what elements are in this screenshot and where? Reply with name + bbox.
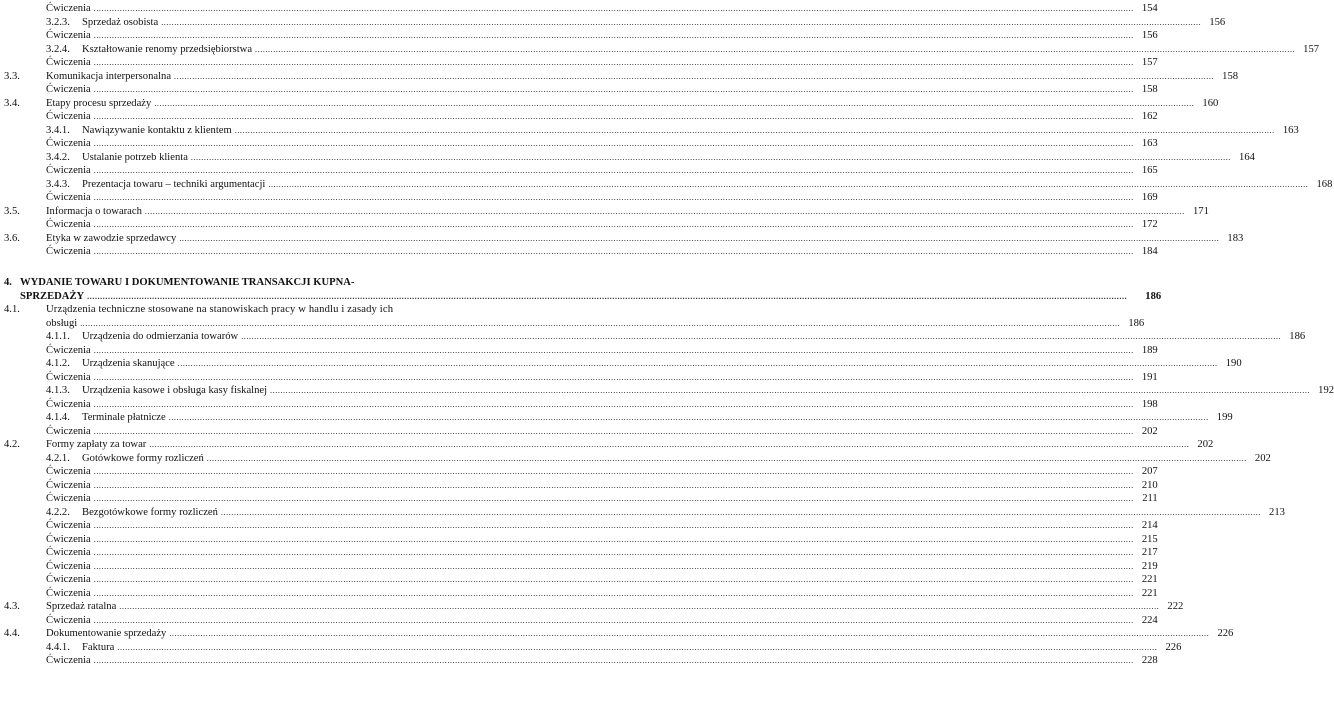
entry-number: 4.2. [4,439,20,451]
leader-dots: ................................................................................................................................................................................................................................................................................................................................................................................................................ [93,426,1134,436]
toc-entry-subsection[interactable] [0,328,1306,343]
leader-dots: ................................................................................................................................................................................................................................................................................................................................................................................................................ [234,125,1275,135]
page-number: 157 [1303,43,1320,55]
entry-title: Ćwiczenia [46,560,91,572]
page-number: 215 [1141,533,1158,545]
entry-number: 4.2.2. [46,506,70,518]
page-number: 156 [1141,30,1158,41]
entry-number: 4.1. [4,304,20,316]
leader-dots: ................................................................................................................................................................................................................................................................................................................................................................................................................ [190,152,1231,162]
leader-dots: ................................................................................................................................................................................................................................................................................................................................................................................................................ [179,233,1220,243]
toc-entry-section[interactable] [0,436,1214,451]
toc-entry-exercises[interactable] [0,54,1158,68]
leader-dots: ................................................................................................................................................................................................................................................................................................................................................................................................................ [93,521,1134,531]
page-number: 158 [1222,70,1239,82]
leader-dots: ................................................................................................................................................................................................................................................................................................................................................................................................................ [93,656,1134,666]
leader-dots: ................................................................................................................................................................................................................................................................................................................................................................................................................ [93,58,1134,67]
entry-number: 4.3. [4,601,20,613]
leader-dots: ................................................................................................................................................................................................................................................................................................................................................................................................................ [270,386,1311,396]
entry-number: 3.3. [4,70,20,82]
page-number: 156 [1209,16,1226,28]
page-number: 186 [1128,317,1145,329]
entry-title: Ćwiczenia [46,533,91,545]
entry-number: 4.4. [4,628,20,640]
toc-entry-section[interactable] [0,598,1184,613]
toc-entry-exercises[interactable] [0,243,1158,257]
toc-entry-exercises[interactable] [0,571,1158,586]
entry-title: Ćwiczenia [46,574,91,586]
chapter-title-line2: SPRZEDAŻY [20,290,85,302]
page-number: 217 [1141,547,1158,559]
entry-title: Ćwiczenia [46,547,91,559]
page-number: 211 [1142,493,1158,505]
page-number: 226 [1217,628,1234,640]
toc-entry-exercises[interactable] [0,517,1158,532]
entry-title: Gotówkowe formy rozliczeń [82,452,204,464]
entry-title: Sprzedaż osobista [82,16,159,28]
leader-dots: ................................................................................................................................................................................................................................................................................................................................................................................................................ [168,413,1209,423]
toc-entry-exercises[interactable] [0,585,1158,599]
leader-dots: ................................................................................................................................................................................................................................................................................................................................................................................................................ [93,480,1134,490]
leader-dots: ................................................................................................................................................................................................................................................................................................................................................................................................................ [169,629,1210,639]
leader-dots: ................................................................................................................................................................................................................................................................................................................................................................................................................ [220,507,1261,517]
entry-title-line2: obsługi [46,317,78,329]
toc-chapter-heading[interactable] [0,274,468,288]
entry-title: Bezgotówkowe formy rozliczeń [82,506,218,518]
entry-title: Ćwiczenia [46,165,91,176]
entry-title: Ćwiczenia [46,655,91,667]
entry-number: 3.2.3. [46,16,70,28]
entry-title: Ćwiczenia [46,246,91,257]
leader-dots: ................................................................................................................................................................................................................................................................................................................................................................................................................ [93,247,1134,256]
entry-title: Nawiązywanie kontaktu z klientem [82,124,232,136]
toc-entry-exercises[interactable] [0,544,1158,559]
leader-dots: ................................................................................................................................................................................................................................................................................................................................................................................................................ [255,44,1296,54]
toc-entry-subsection[interactable] [0,504,1285,518]
page-number: 189 [1141,344,1158,356]
leader-dots: ................................................................................................................................................................................................................................................................................................................................................................................................................ [154,98,1195,108]
leader-dots: ................................................................................................................................................................................................................................................................................................................................................................................................................ [161,17,1202,27]
page-number: 207 [1141,466,1158,478]
toc-entry-subsection[interactable] [0,409,1233,424]
toc-entry-section[interactable] [0,301,468,315]
leader-dots: ................................................................................................................................................................................................................................................................................................................................................................................................................ [268,179,1309,189]
toc-entry-exercises[interactable] [0,189,1158,203]
leader-dots: ................................................................................................................................................................................................................................................................................................................................................................................................................ [93,399,1134,409]
leader-dots: ................................................................................................................................................................................................................................................................................................................................................................................................................ [93,85,1134,94]
page-number: 157 [1141,57,1158,68]
entry-number: 4.2.1. [46,452,70,464]
toc-entry-exercises[interactable] [0,342,1158,356]
leader-dots: ................................................................................................................................................................................................................................................................................................................................................................................................................ [93,31,1134,40]
entry-title: Ćwiczenia [46,425,91,437]
leader-dots: ................................................................................................................................................................................................................................................................................................................................................................................................................ [93,548,1134,558]
entry-title: Ćwiczenia [46,192,91,203]
page-number: 163 [1141,138,1158,149]
page-number: 158 [1141,84,1158,95]
entry-title: Prezentacja towaru – techniki argumentacji [82,178,266,190]
page-number: 192 [1318,385,1334,397]
leader-dots: ................................................................................................................................................................................................................................................................................................................................................................................................................ [93,193,1134,202]
entry-number: 3.4.1. [46,124,70,136]
toc-entry-exercises[interactable] [0,0,1158,14]
toc-entry-exercises[interactable] [0,162,1158,176]
page-number: 168 [1316,178,1333,190]
toc-entry-subsection[interactable] [0,355,1242,370]
entry-title: Terminale płatnicze [82,412,166,424]
leader-dots: ................................................................................................................................................................................................................................................................................................................................................................................................................ [93,112,1134,121]
page-number: 190 [1225,358,1242,370]
entry-title: Ćwiczenia [46,219,91,230]
entry-number: 4.1.3. [46,385,70,397]
chapter-title-line1: WYDANIE TOWARU I DOKUMENTOWANIE TRANSAKCJI KUPNA- [20,277,355,289]
page-number: 219 [1141,560,1158,572]
leader-dots: ................................................................................................................................................................................................................................................................................................................................................................................................................ [119,602,1160,612]
toc-entry-exercises[interactable] [0,369,1158,383]
leader-dots: ................................................................................................................................................................................................................................................................................................................................................................................................................ [93,4,1134,13]
entry-number: 3.4. [4,97,20,109]
entry-title: Ćwiczenia [46,520,91,532]
entry-title-line1: Urządzenia techniczne stosowane na stanowiskach pracy w handlu i zasady ich [46,304,394,316]
entry-number: 3.5. [4,205,20,217]
page-number: 202 [1197,439,1214,451]
entry-title: Ćwiczenia [46,398,91,410]
page-number: 198 [1141,398,1158,410]
page-number: 183 [1227,232,1244,244]
page-number: 163 [1282,124,1299,136]
entry-title: Urządzenia kasowe i obsługa kasy fiskalnej [82,385,268,397]
leader-dots: ................................................................................................................................................................................................................................................................................................................................................................................................................ [93,372,1134,382]
page-number: 199 [1216,412,1233,424]
toc-chapter-heading-cont[interactable] [0,288,1162,302]
leader-dots: ................................................................................................................................................................................................................................................................................................................................................................................................................ [93,220,1134,229]
leader-dots: ................................................................................................................................................................................................................................................................................................................................................................................................................ [93,588,1134,598]
page-number: 172 [1141,219,1158,230]
leader-dots: ................................................................................................................................................................................................................................................................................................................................................................................................................ [149,440,1190,450]
entry-title: Sprzedaż ratalna [46,601,117,613]
toc-entry-exercises[interactable] [0,490,1158,505]
page-number: 186 [1289,331,1306,343]
leader-dots: ................................................................................................................................................................................................................................................................................................................................................................................................................ [206,453,1247,463]
page-number: 160 [1202,97,1219,109]
page-number: 214 [1141,520,1158,532]
toc-entry-subsection[interactable] [0,149,1255,163]
page-number: 154 [1141,3,1158,14]
entry-title: Ćwiczenia [46,57,91,68]
page-number: 222 [1167,601,1184,613]
entry-title: Faktura [82,641,115,653]
entry-number: 4.4.1. [46,641,70,653]
toc-entry-section[interactable] [0,625,1234,640]
entry-title: Kształtowanie renomy przedsiębiorstwa [82,43,253,55]
page-number: 202 [1254,452,1271,464]
leader-dots: ................................................................................................................................................................................................................................................................................................................................................................................................................ [174,71,1215,81]
page-number: 210 [1141,479,1158,491]
entry-title: Ćwiczenia [46,479,91,491]
entry-title: Komunikacja interpersonalna [46,70,172,82]
toc-entry-exercises[interactable] [0,477,1158,491]
toc-entry-section-cont[interactable] [0,315,1145,329]
leader-dots: ................................................................................................................................................................................................................................................................................................................................................................................................................ [93,494,1134,504]
toc-entry-subsection[interactable] [0,382,1334,397]
entry-number: 3.4.3. [46,178,70,190]
leader-dots: ................................................................................................................................................................................................................................................................................................................................................................................................................ [93,467,1134,477]
page-number: 226 [1165,641,1182,653]
toc-entry-subsection[interactable] [0,14,1226,28]
toc-entry-exercises[interactable] [0,612,1158,626]
toc-entry-subsection[interactable] [0,639,1182,653]
entry-title: Ćwiczenia [46,371,91,383]
page-number: 202 [1141,425,1158,437]
leader-dots: ................................................................................................................................................................................................................................................................................................................................................................................................................ [93,615,1134,625]
leader-dots: ................................................................................................................................................................................................................................................................................................................................................................................................................ [93,534,1134,544]
toc-entry-exercises[interactable] [0,558,1158,572]
entry-title: Ćwiczenia [46,84,91,95]
leader-dots: ................................................................................................................................................................................................................................................................................................................................................................................................................ [117,642,1158,652]
toc-entry-exercises[interactable] [0,81,1158,95]
toc-entry-exercises[interactable] [0,531,1158,545]
page-number: 186 [1145,290,1162,302]
entry-title: Ćwiczenia [46,344,91,356]
entry-number: 4.1.2. [46,358,70,370]
entry-title: Dokumentowanie sprzedaży [46,628,167,640]
toc-entry-exercises[interactable] [0,396,1158,410]
toc-entry-exercises[interactable] [0,652,1158,667]
page-number: 191 [1141,371,1158,383]
entry-title: Informacja o towarach [46,205,142,217]
entry-title: Urządzenia do odmierzania towarów [82,331,239,343]
leader-dots: ................................................................................................................................................................................................................................................................................................................................................................................................................ [144,206,1185,216]
toc-entry-exercises[interactable] [0,135,1158,149]
entry-title: Ćwiczenia [46,614,91,626]
page-number: 213 [1269,506,1285,518]
entry-title: Ćwiczenia [46,587,91,599]
page-number: 164 [1239,151,1255,163]
entry-title: Ćwiczenia [46,30,91,41]
page-number: 184 [1141,246,1158,257]
leader-dots: ................................................................................................................................................................................................................................................................................................................................................................................................................ [87,291,1128,301]
entry-number: 4.1.4. [46,412,70,424]
leader-dots: ................................................................................................................................................................................................................................................................................................................................................................................................................ [93,575,1134,585]
toc-entry-subsection[interactable] [0,122,1299,136]
leader-dots: ................................................................................................................................................................................................................................................................................................................................................................................................................ [80,318,1121,328]
entry-title: Ćwiczenia [46,493,91,505]
page-number: 221 [1141,587,1158,599]
leader-dots: ................................................................................................................................................................................................................................................................................................................................................................................................................ [93,166,1134,175]
entry-title: Etyka w zawodzie sprzedawcy [46,232,177,244]
page-number: 224 [1141,614,1158,626]
page-number: 228 [1141,655,1158,667]
page-number: 165 [1141,165,1158,176]
leader-dots: ................................................................................................................................................................................................................................................................................................................................................................................................................ [241,332,1282,342]
entry-title: Ćwiczenia [46,466,91,478]
entry-title: Ustalanie potrzeb klienta [82,151,188,163]
toc-entry-exercises[interactable] [0,216,1158,230]
toc-entry-exercises[interactable] [0,27,1158,41]
entry-number: 4.1.1. [46,331,70,343]
toc-entry-subsection[interactable] [0,450,1271,464]
page-number: 171 [1193,205,1209,217]
entry-title: Urządzenia skanujące [82,358,175,370]
leader-dots: ................................................................................................................................................................................................................................................................................................................................................................................................................ [177,359,1218,369]
toc-entry-section[interactable] [0,203,1209,217]
toc-entry-exercises[interactable] [0,108,1158,122]
toc-entry-subsection[interactable] [0,176,1333,190]
leader-dots: ................................................................................................................................................................................................................................................................................................................................................................................................................ [93,139,1134,148]
entry-title: Ćwiczenia [46,138,91,149]
entry-number: 3.4.2. [46,151,70,163]
entry-title: Ćwiczenia [46,3,91,14]
leader-dots: ................................................................................................................................................................................................................................................................................................................................................................................................................ [93,345,1134,355]
toc-entry-section[interactable] [0,230,1244,244]
toc-entry-exercises[interactable] [0,463,1158,478]
page-number: 162 [1141,111,1158,122]
page-number: 221 [1141,574,1158,586]
entry-title: Etapy procesu sprzedaży [46,97,152,109]
entry-title: Ćwiczenia [46,111,91,122]
leader-dots: ................................................................................................................................................................................................................................................................................................................................................................................................................ [93,561,1134,571]
toc-entry-section[interactable] [0,95,1219,109]
toc-entry-subsection[interactable] [0,41,1320,55]
toc-entry-section[interactable] [0,68,1239,82]
page-number: 169 [1141,192,1158,203]
toc-entry-exercises[interactable] [0,423,1158,437]
entry-title: Formy zapłaty za towar [46,439,147,451]
chapter-number: 4. [4,277,12,289]
entry-number: 3.6. [4,232,20,244]
entry-number: 3.2.4. [46,43,70,55]
